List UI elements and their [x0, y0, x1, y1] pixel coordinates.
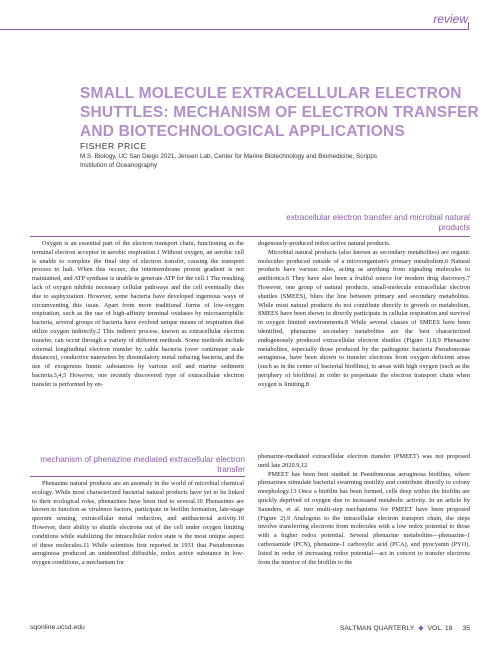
review-rule-end [468, 22, 469, 30]
volume: VOL. 18 [427, 625, 453, 632]
article-title: SMALL MOLECULE EXTRACELLULAR ELECTRON SHUTTLES: MECHANISM OF ELECTRON TRANSFER AND BIOTECHNOLOGICAL APPLICATIONS [80, 85, 479, 140]
section-divider-top [30, 236, 470, 237]
footer-website[interactable]: sqonline.ucsd.edu [30, 624, 85, 631]
diamond-icon: ◆ [418, 625, 424, 632]
paragraph: dogenously-produced redox-active natural products. [258, 240, 391, 247]
section-heading-mid: mechanism of phenazine mediated extracellular electron transfer [40, 455, 245, 474]
section-heading-top: extracellular electron transfer and microbial natural products [286, 213, 470, 232]
author-name: FISHER PRICE [80, 141, 147, 151]
author-affiliation: M.S. Biology, UC San Diego 2021, Jensen Lab, Center for Marine Biotechnology and Biomedicine, Scripps Institution of Oceanography [80, 153, 378, 169]
review-tab: review [433, 12, 468, 26]
journal-name: SALTMAN QUARTERLY [339, 625, 415, 632]
column-3 [32, 480, 244, 568]
paragraph: Microbial natural products (also known as secondary metabolites) are organic molecules produced outside of a microorganism's primary metabolism.6 Natural products have various roles, acting as anything from signaling molecules to antibiotics.6 They have also been a fruitful source for modern drug discovery.7 However, one group of natural products, small-molecule extracellular electron shuttles (SMEES), blurs the line between primary and secondary metabolites. While most natural products do not contribute directly to growth or metabolism, SMEES have been shown to directly participate in cellular respiration and survival in oxygen limited environments.8 While several classes of SMEES have been identified, phenazine secondary metabolites are the best characterized endogenously produced extracellular electron shuttles (Figure 1).8,9 Phenazine metabolites, especially those produced by the pathogenic bacteria Pseudomonas aeruginosa, have been shown to transfer electrons from oxygen deficient areas (such as in the center of bacterial biofilms), to areas with high oxygen (such as the periphery of biofilms) in order to perpetuate the electron transport chain when oxygen is limiting.8 [258, 248, 470, 388]
review-rule [0, 29, 468, 30]
paragraph: Phenazine natural products are an anomaly in the world of microbial chemical ecology. While most characterized bacterial natural products have yet to be linked to their ecological roles, phenazines have been tied to several.10 Phenazines are known to function as virulence factors, participate in biofilm formation, late-stage quorum sensing, extracellular metal reduction, and antibacterial activity.10 However, their ability to shuttle electrons out of the cell under oxygen limiting conditions while stabilizing the intracellular redox state is the most unique aspect of these molecules.11 While scientists first reported in 1931 that Pseudomonas aeruginosa produced an unidentified diffusible, redox active substance in low-oxygen conditions, a mechanism for [32, 480, 244, 567]
page-number: 35 [462, 625, 470, 632]
column-1 [32, 240, 244, 390]
paragraph: phenazine-mediated extracellular electron transfer (PMEET) was not proposed until late 2020.9,12 [258, 453, 470, 469]
column-4 [258, 453, 470, 567]
column-2 [258, 240, 470, 390]
paragraph: PMEET has been best studied in Pseudomonas aeruginosa biofilms, where phenazines stimulate bacterial swarming motility and contribute directly to colony morphology.13 Once a biofilm has been formed, cells deep within the biofilm are quickly deprived of oxygen due to increased metabolic activity. In an article by Saunders, et al. two multi-step mechanisms for PMEET have been proposed (Figure 2).9 Analogous to the intracellular electron transport chain, the steps involve transferring electrons from molecules with a low redox potential to those with a higher redox potential. Several phenazine metabolites—phenazine-1 carboxamide (PCN), phenazine-1 carboxylic acid (PCA), and pyocyanin (PYO), listed in order of increasing redox potential—act in concert to transfer electrons from the interior of the biofilm to the [258, 470, 470, 566]
footer-journal-info [340, 624, 470, 632]
section-divider-mid [30, 476, 245, 477]
paragraph: Oxygen is an essential part of the electron transport chain, functioning as the terminal electron acceptor in aerobic respiration.1 Without oxygen, an aerobic cell is unable to complete the final step of electron transfer, causing the transport process to halt. When this occurs, the intermembrane proton gradient is not maintained, and ATP synthase is unable to generate ATP for the cell.1 The resulting lack of oxygen inhibits necessary cellular pathways and the cell eventually dies due to asphyxiation. However, some bacteria have developed ingenious ways of circumventing this issue. Apart from more traditional forms of low-oxygen respiration, such as the use of high-affinity terminal oxidases by microaerophilic bacteria, several groups of bacteria have evolved unique means of respiration that utilize oxygen indirectly.2 This indirect process, known as extracellular electron transfer, can occur through a variety of different methods. Some methods include external longitudinal electron transfer by cable bacteria (over centimeter scale distances), conductive nanowires by dissimilatory metal reducing bacteria, and the use of exogenous humic substances by various soil and marine sediment bacteria.3,4,5 However, one recently discovered type of extracellular electron transfer is performed by en- [32, 240, 244, 388]
